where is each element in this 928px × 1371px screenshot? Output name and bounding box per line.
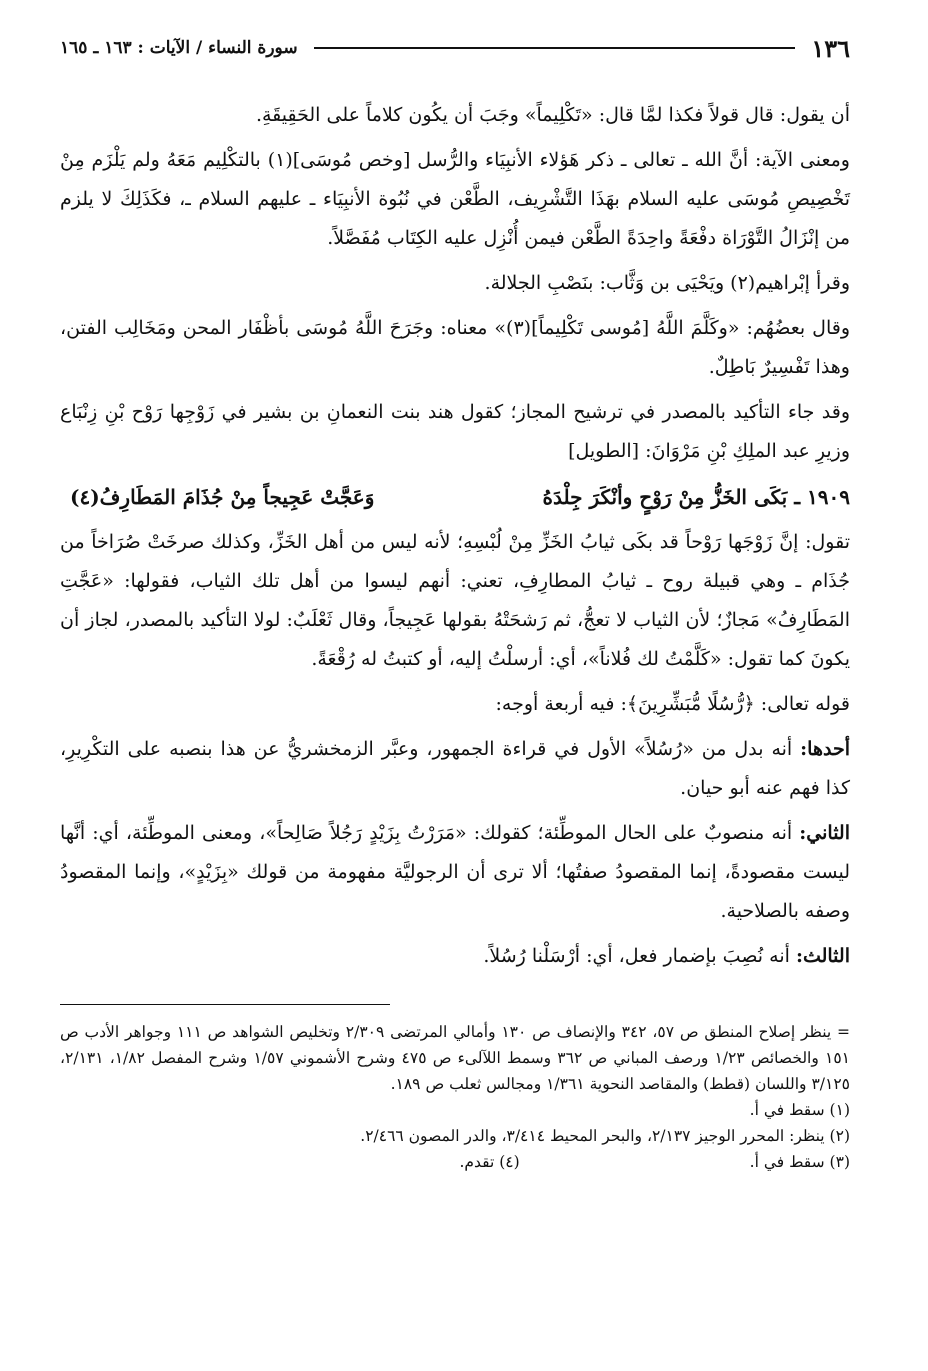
page-header: [60, 30, 850, 66]
aspect-label: الثاني:: [799, 822, 850, 844]
paragraph: تقول: إنَّ زَوْجَها رَوْحاً قد بكَى ثيابُ الخَزِّ مِنْ لُبْسِهِ؛ لأنه ليس من أهل الخَزِّ، وكذلك صرخَتْ صُرَاخاً من جُذَام ـ وهي قبيلة روح ـ ثيابُ المطارِفِ، تعني: أنهم ليسوا من أهل تلك الثياب، فقولها: «عَجَّتِ المَطَارِفُ» مَجازٌ؛ لأن الثياب لا تعجُّ، ثم رَشحَتْهُ بقولها عَجِيجاً، وقال ثَعْلَبٌ: لولا التأكيد بالمصدر، لجاز أن يكونَ كما تقول: «كَلَّمْتُ لك فُلاناً»، أي: أرسلْتُ إليه، أو كتبتُ له رُقْعَةً.: [60, 531, 850, 670]
book-page: [60, 30, 850, 1175]
main-text: [60, 96, 850, 976]
aspect-label: الثالث:: [795, 945, 850, 967]
aspect-text: أنه نُصِبَ بإضمار فعل، أي: أرْسَلْنا رُسُلاً.: [483, 945, 790, 967]
footnote-2: (٢) ينظر: المحرر الوجيز ٢/١٣٧، والبحر المحيط ٣/٤١٤، والدر المصون ٢/٤٦٦.: [360, 1127, 850, 1145]
verse-hemistich-2: وَعَجَّتْ عَجِيجاً مِنْ جُذَامَ المَطَارِفُ(٤): [70, 485, 375, 509]
aspect-label: أحدها:: [800, 738, 850, 760]
running-title: سورة النساء / الآيات : ١٦٣ ـ ١٦٥: [60, 38, 298, 58]
footnote-3: (٣) سقط في أ.: [749, 1153, 850, 1171]
header-rule: [314, 47, 796, 49]
aspect-paragraph: [60, 814, 850, 931]
aspect-paragraph: [60, 730, 850, 808]
verse-first-half: [543, 477, 850, 517]
aspect-text: أنه بدل من «رُسُلاً» الأول في قراءة الجمهور، وعبَّر الزمخشريُّ عن هذا بنصبه على التكْرِيرِ، كذا فهم عنه أبو حيان.: [60, 738, 850, 799]
verse-hemistich-1: بَكَى الخَزُّ مِنْ رَوْحٍ وأنْكَرَ جِلْدَهُ: [542, 485, 788, 509]
footnote-continuation: = ينظر إصلاح المنطق ص ٥٧، ٣٤٢ والإنصاف ص ١٣٠ وأمالي المرتضى ٢/٣٠٩ وتخليص الشواهد ص ١١١ وجواهر الأدب ص ١٥١ والخصائص ١/٢٣ ورصف المباني ص ٣٦٢ وسمط اللآلىء ص ٤٧٥ وشرح الأشموني ١/٥٧ وشرح المفصل ١/٨٢، ٢/١٣١، ٣/١٢٥ واللسان (قطط) والمقاصد النحوية ١/٣٦١ ومجالس ثعلب ص ١٨٩.: [60, 1023, 850, 1093]
paragraph: وقال بعضُهُم: «وكَلَّمَ اللَّهُ [مُوسى تَكْلِيماً](٣)» معناه: وجَرَحَ اللَّهُ مُوسَى بأظْفَار المحن ومَخَالِب الفتن، وهذا تَفْسِيرٌ بَاطِلٌ.: [60, 317, 850, 378]
footnote-row: [60, 1149, 850, 1175]
footnote-separator: [60, 1004, 390, 1005]
footnote-1: (١) سقط في أ.: [749, 1101, 850, 1119]
verse-number: ١٩٠٩ ـ: [794, 485, 850, 509]
poetry-verse: [60, 477, 850, 517]
paragraph: أن يقول: قال قولاً فكذا لمَّا قال: «تَكْلِيماً» وجَبَ أن يكُون كلاماً على الحَقِيقَةِ.: [255, 104, 850, 126]
paragraph: وقرأ إبْراهيم(٢) ويَحْيَى بن وَثَّاب: بنَصْبِ الجلالة.: [484, 272, 850, 294]
footnotes: [60, 1019, 850, 1175]
aspect-text: أنه منصوبٌ على الحال الموطِّئة؛ كقولك: «مَرَرْتُ بِزَيْدٍ رَجُلاً صَالِحاً»، ومعنى الموطِّئة، أي: أنَّها ليست مقصودةً، إنما المقصودُ صفتُها؛ ألا ترى أن الرجوليَّة مفهومة من قولك «بِزَيْدٍ»، وإنما المقصودُ وصفه بالصلاحية.: [60, 822, 850, 922]
paragraph: وقد جاء التأكيد بالمصدر في ترشيح المجاز؛ كقول هند بنت النعمانِ بن بشير في زَوْجِها رَوْح بْنِ زِنْبَاع وزيرِ عبد الملِكِ بْنِ مَرْوَانَ: [الطويل]: [60, 401, 850, 462]
paragraph: ومعنى الآية: أنَّ الله ـ تعالى ـ ذكر هَؤلاء الأنبِيَاء والرُّسل [وخص مُوسَى](١) بالتكْلِيم مَعَهُ ولم يَلْزَم مِنْ تَخْصِيصِ مُوسَى عليه السلام بهَذَا التَّشْرِيف، الطَّعْن في نُبُوة الأنبِيَاء ـ عليهم السلام ـ، فكَذَلِكَ لا يلزم من إنْزَالُ التَّوْرَاة دفْعَةً واحِدَةً الطَّعْن فيمن أُنْزِل عليه الكِتَاب مُفَصَّلاً.: [60, 149, 850, 249]
footnote-4: (٤) تقدم.: [459, 1153, 520, 1171]
paragraph: قوله تعالى: ﴿رُّسُلًا مُّبَشِّرِينَ﴾: فيه أربعة أوجه:: [495, 693, 850, 715]
page-number: ١٣٦: [811, 33, 850, 63]
aspect-paragraph: [60, 937, 850, 976]
